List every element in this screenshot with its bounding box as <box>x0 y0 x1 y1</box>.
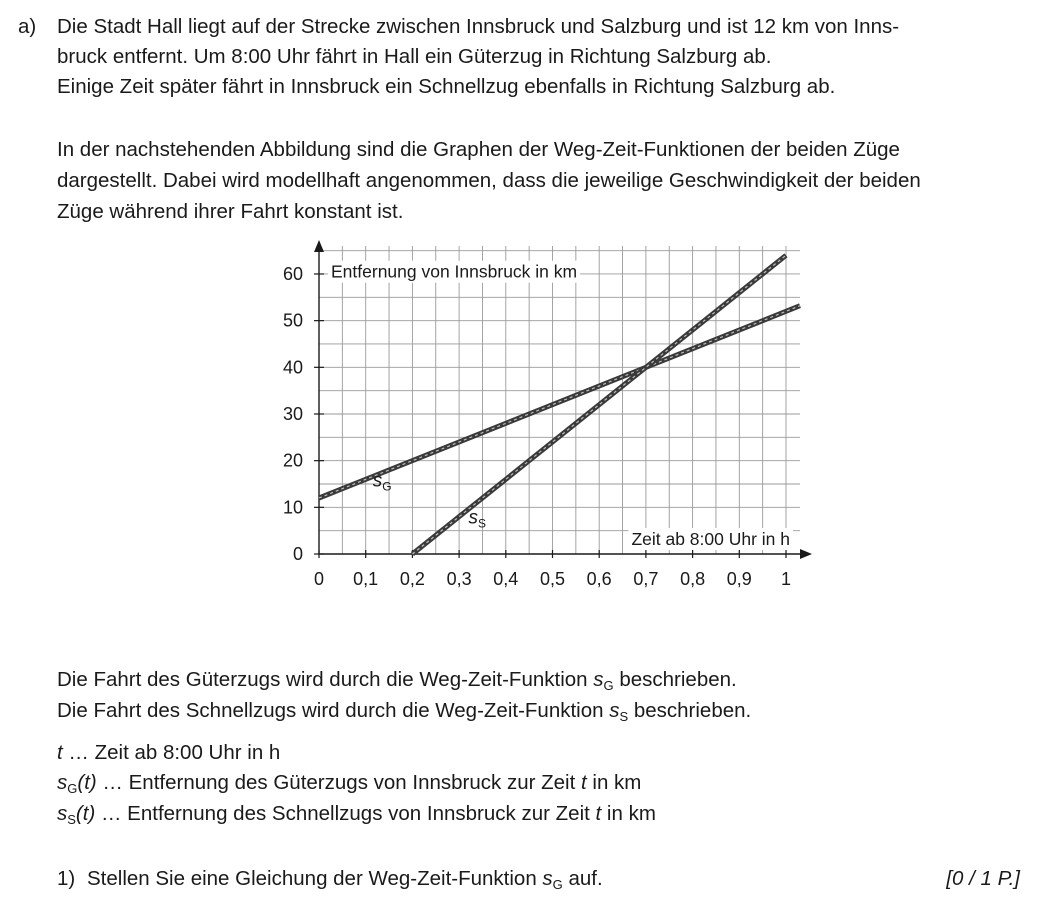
x-axis-arrow <box>800 549 812 559</box>
x-tick-label: 0,6 <box>586 569 612 589</box>
description-line-2: Die Fahrt des Schnellzugs wird durch die Weg-Zeit-Funktion $s_S$ beschrieben. <box>57 699 752 724</box>
figure-intro-line-3: Züge während ihrer Fahrt konstant ist. <box>57 200 404 223</box>
chart-series <box>319 255 800 554</box>
intro-line-3: Einige Zeit später fährt in Innsbruck ein Schnellzug ebenfalls in Richtung Salzburg ab. <box>57 75 836 98</box>
definition-ss: $s_S(t)$ … Entfernung des Schnellzugs von Innsbruck zur Zeit t in km <box>57 802 656 827</box>
y-tick-label: 60 <box>282 263 303 284</box>
definition-t: t … Zeit ab 8:00 Uhr in h <box>57 741 281 764</box>
description-line-1: Die Fahrt des Güterzugs wird durch die Weg-Zeit-Funktion $s_G$ beschrieben. <box>57 668 737 693</box>
x-axis-title: Zeit ab 8:00 Uhr in h <box>631 529 790 549</box>
figure-intro-line-1: In der nachstehenden Abbildung sind die Graphen der Weg-Zeit-Funktionen der beiden Züge <box>57 138 900 161</box>
y-tick-label: 10 <box>282 497 303 518</box>
x-tick-label: 1 <box>780 569 792 589</box>
intro-line-2: bruck entfernt. Um 8:00 Uhr fährt in Hall ein Güterzug in Richtung Salzburg ab. <box>57 45 772 68</box>
x-tick-label: 0 <box>313 569 325 589</box>
intro-line-1: Die Stadt Hall liegt auf der Strecke zwischen Innsbruck und Salzburg und ist 12 km von Inns- <box>57 15 900 38</box>
points-badge: [0 / 1 P.] <box>946 867 1020 890</box>
y-tick-label: 20 <box>282 450 303 471</box>
y-tick-label: 0 <box>292 544 303 564</box>
y-tick-label: 30 <box>282 403 303 424</box>
y-tick-label: 50 <box>282 310 303 331</box>
y-axis-title: Entfernung von Innsbruck in km <box>331 261 578 282</box>
question-1: 1) Stellen Sie eine Gleichung der Weg-Zeit-Funktion $s_G$ auf. <box>57 867 603 892</box>
distance-time-chart <box>270 242 815 597</box>
x-tick-label: 0,9 <box>726 569 752 589</box>
x-tick-label: 0,4 <box>493 569 519 589</box>
x-tick-label: 0,7 <box>633 569 659 589</box>
y-tick-label: 40 <box>282 357 303 378</box>
figure-intro-line-2: dargestellt. Dabei wird modellhaft angenommen, dass die jeweilige Geschwindigkeit der beiden <box>57 169 921 192</box>
x-tick-label: 0,8 <box>680 569 706 589</box>
y-axis-arrow <box>314 240 324 252</box>
x-tick-label: 0,5 <box>539 569 566 589</box>
series-label-s: $s_S$ <box>468 507 486 531</box>
x-tick-label: 0,2 <box>399 569 425 589</box>
x-tick-label: 0,3 <box>446 569 472 589</box>
task-label: a) <box>18 15 37 38</box>
definition-sg: $s_G(t)$ … Entfernung des Güterzugs von Innsbruck zur Zeit t in km <box>57 771 642 796</box>
x-tick-label: 0,1 <box>353 569 379 589</box>
series-label-g: $s_G$ <box>372 470 392 494</box>
